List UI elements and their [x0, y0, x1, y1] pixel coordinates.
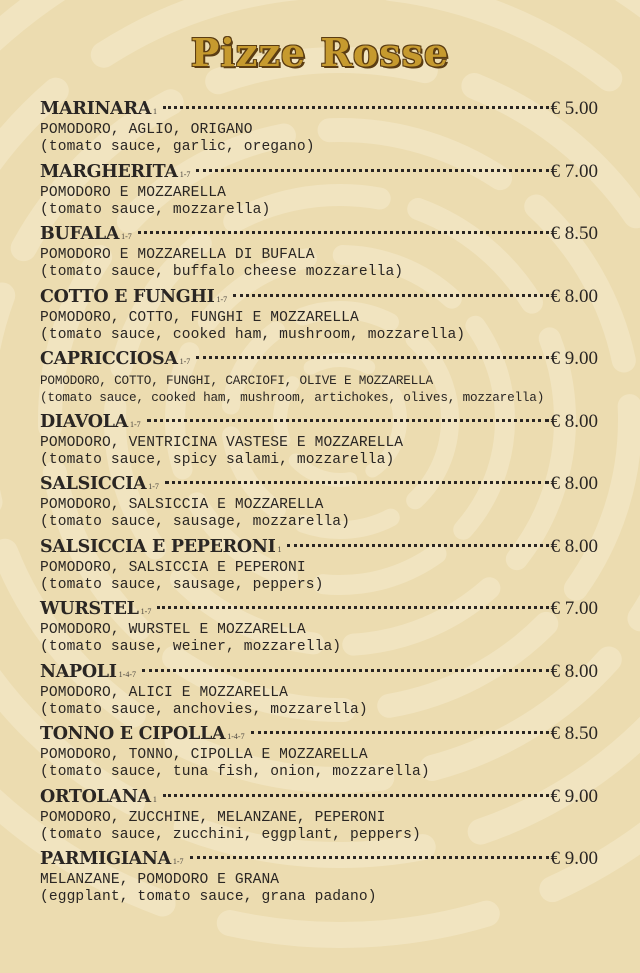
dotted-leader [251, 731, 549, 734]
pizza-ingredients-english: (tomato sauce, zucchini, eggplant, peppers) [40, 826, 421, 843]
pizza-name: DIAVOLA [40, 411, 128, 432]
pizza-name: ORTOLANA [40, 786, 151, 807]
pizza-price: € 8.00 [550, 410, 598, 432]
menu-item [40, 661, 598, 724]
dotted-leader [163, 106, 549, 109]
pizza-name: COTTO E FUNGHI [40, 286, 215, 307]
menu-item-header [40, 473, 598, 497]
pizza-ingredients-english: (tomato sauce, anchovies, mozzarella) [40, 701, 368, 718]
dotted-leader [196, 169, 548, 172]
allergen-codes: 1 [152, 107, 157, 116]
menu-item-header [40, 661, 598, 685]
pizza-price: € 8.50 [550, 723, 598, 744]
pizza-ingredients-english: (tomato sauce, mozzarella) [40, 201, 271, 218]
pizza-price: € 8.50 [550, 223, 598, 244]
allergen-codes: 1-4-7 [227, 732, 245, 741]
pizza-ingredients: POMODORO, SALSICCIA E MOZZARELLA [40, 497, 324, 513]
pizza-ingredients: POMODORO, VENTRICINA VASTESE E MOZZARELLA [40, 434, 404, 451]
pizza-price: € 8.00 [550, 660, 598, 682]
menu-item [40, 536, 598, 599]
pizza-ingredients: POMODORO, ALICI E MOZZARELLA [40, 684, 289, 701]
pizza-price: € 8.00 [550, 535, 598, 557]
menu-item [40, 223, 598, 286]
pizza-ingredients: POMODORO, COTTO, FUNGHI, CARCIOFI, OLIVE E MOZZARELLA [40, 373, 433, 388]
pizza-ingredients-english: (tomato sauce, buffalo cheese mozzarella) [40, 264, 404, 280]
pizza-ingredients: MELANZANE, POMODORO E GRANA [40, 872, 280, 888]
menu-item [40, 473, 598, 536]
menu-item-header [40, 161, 598, 185]
pizza-name: MARINARA [40, 99, 151, 119]
menu-item [40, 786, 598, 849]
pizza-price: € 9.00 [550, 785, 598, 807]
pizza-name: TONNO E CIPOLLA [40, 724, 226, 744]
pizza-ingredients-english: (tomato sause, weiner, mozzarella) [40, 639, 342, 655]
pizza-ingredients: POMODORO E MOZZARELLA [40, 184, 227, 201]
menu-item [40, 98, 598, 161]
pizza-list [40, 98, 598, 911]
pizza-name: BUFALA [40, 224, 120, 244]
pizza-name: WURSTEL [40, 599, 139, 619]
menu-item-header [40, 223, 598, 247]
dotted-leader [147, 419, 549, 422]
pizza-ingredients: POMODORO, WURSTEL E MOZZARELLA [40, 622, 306, 638]
pizza-price: € 9.00 [550, 848, 598, 869]
pizza-ingredients: POMODORO, TONNO, CIPOLLA E MOZZARELLA [40, 747, 368, 763]
pizza-name: MARGHERITA [40, 161, 178, 182]
pizza-ingredients-english: (tomato sauce, cooked ham, mushroom, mozzarella) [40, 326, 466, 343]
pizza-name: NAPOLI [40, 661, 117, 682]
menu-item [40, 411, 598, 474]
menu-item [40, 723, 598, 786]
pizza-ingredients-english: (tomato sauce, sausage, peppers) [40, 576, 324, 593]
menu-item-header [40, 411, 598, 435]
allergen-codes: 1 [152, 794, 157, 804]
pizza-ingredients: POMODORO, COTTO, FUNGHI E MOZZARELLA [40, 309, 359, 326]
menu-item [40, 161, 598, 224]
menu-item-header [40, 286, 598, 310]
pizza-name: SALSICCIA [40, 474, 147, 494]
pizza-ingredients-english: (tomato sauce, tuna fish, onion, mozzarella) [40, 764, 430, 780]
pizza-price: € 8.00 [550, 285, 598, 307]
allergen-codes: 1-7 [216, 294, 228, 304]
pizza-ingredients-english: (tomato sauce, sausage, mozzarella) [40, 514, 351, 530]
dotted-leader [163, 794, 549, 797]
pizza-name: SALSICCIA E PEPERONI [40, 536, 276, 557]
pizza-ingredients-english: (tomato sauce, cooked ham, mushroom, artichokes, olives, mozzarella) [40, 390, 545, 405]
pizza-price: € 9.00 [550, 348, 598, 369]
menu-item [40, 348, 598, 411]
menu-item [40, 598, 598, 661]
pizza-name: PARMIGIANA [40, 849, 171, 869]
pizza-ingredients: POMODORO E MOZZARELLA DI BUFALA [40, 247, 315, 263]
menu-item-header [40, 848, 598, 872]
dotted-leader [287, 544, 548, 547]
menu-item-header [40, 786, 598, 810]
pizza-price: € 8.00 [550, 473, 598, 494]
dotted-leader [196, 356, 548, 359]
pizza-ingredients: POMODORO, AGLIO, ORIGANO [40, 122, 253, 138]
pizza-price: € 5.00 [550, 98, 598, 119]
allergen-codes: 1-4-7 [118, 669, 136, 679]
pizza-ingredients: POMODORO, ZUCCHINE, MELANZANE, PEPERONI [40, 809, 386, 826]
page-title: Pizze Rosse [190, 30, 450, 75]
dotted-leader [233, 294, 548, 297]
menu-item-header [40, 98, 598, 122]
dotted-leader [157, 606, 548, 609]
pizza-price: € 7.00 [550, 160, 598, 182]
pizza-ingredients-english: (tomato sauce, garlic, oregano) [40, 139, 315, 155]
pizza-ingredients: POMODORO, SALSICCIA E PEPERONI [40, 559, 306, 576]
dotted-leader [138, 231, 549, 234]
menu-item-header [40, 723, 598, 747]
allergen-codes: 1-7 [121, 232, 132, 241]
pizza-ingredients-english: (eggplant, tomato sauce, grana padano) [40, 889, 377, 905]
allergen-codes: 1 [277, 544, 282, 554]
allergen-codes: 1-7 [179, 169, 191, 179]
allergen-codes: 1-7 [140, 607, 152, 616]
pizza-name: CAPRICCIOSA [40, 349, 178, 369]
menu-item [40, 848, 598, 911]
menu-item [40, 286, 598, 349]
allergen-codes: 1-7 [172, 857, 184, 866]
pizza-price: € 7.00 [550, 598, 598, 619]
menu-item-header [40, 348, 598, 372]
dotted-leader [190, 856, 549, 859]
menu-item-header [40, 536, 598, 560]
dotted-leader [165, 481, 549, 484]
allergen-codes: 1-7 [148, 482, 159, 491]
pizza-ingredients-english: (tomato sauce, spicy salami, mozzarella) [40, 451, 395, 468]
menu-item-header [40, 598, 598, 622]
allergen-codes: 1-7 [129, 419, 141, 429]
dotted-leader [142, 669, 549, 672]
allergen-codes: 1-7 [179, 357, 191, 366]
